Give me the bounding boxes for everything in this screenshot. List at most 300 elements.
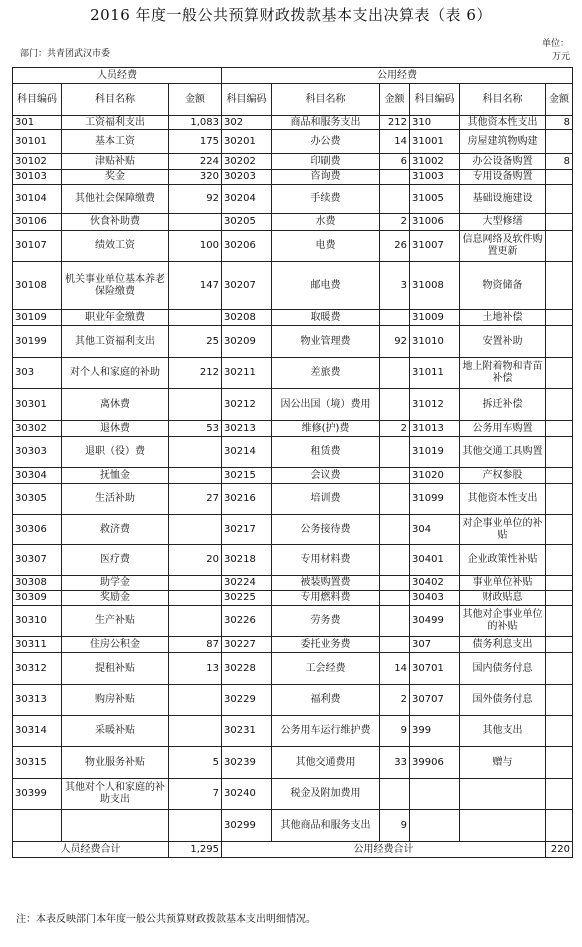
code-cell: 30208 — [222, 310, 272, 326]
amount-cell: 2 — [380, 685, 410, 716]
amount-cell: 5 — [169, 747, 222, 779]
amount-cell: 26 — [380, 231, 410, 262]
amount-cell — [546, 130, 573, 154]
name-cell: 奖金 — [62, 170, 169, 185]
amount-cell: 27 — [169, 484, 222, 515]
name-cell: 安置补助 — [460, 326, 546, 358]
code-cell: 30306 — [13, 515, 62, 545]
table-row — [13, 484, 573, 515]
name-cell: 基础设施建设 — [460, 185, 546, 214]
personnel-section-header: 人员经费 — [13, 68, 222, 84]
code-cell: 30312 — [13, 653, 62, 685]
code-cell: 31002 — [410, 154, 460, 170]
table-row — [13, 358, 573, 389]
code-cell: 30307 — [13, 545, 62, 576]
table-row — [13, 591, 573, 606]
code-cell: 30225 — [222, 591, 272, 606]
amount-cell — [380, 576, 410, 591]
name-cell: 物业管理费 — [272, 326, 380, 358]
amount-cell — [169, 716, 222, 747]
col-header-code: 科目编码 — [222, 84, 272, 116]
col-header-code: 科目编码 — [410, 84, 460, 116]
name-cell: 其他交通费用 — [272, 747, 380, 779]
amount-cell — [380, 515, 410, 545]
name-cell: 其他支出 — [460, 716, 546, 747]
table-row — [13, 576, 573, 591]
name-cell: 专用材料费 — [272, 545, 380, 576]
amount-cell — [546, 515, 573, 545]
name-cell: 产权参股 — [460, 468, 546, 484]
col-header-name: 科目名称 — [62, 84, 169, 116]
name-cell: 取暖费 — [272, 310, 380, 326]
code-cell: 30102 — [13, 154, 62, 170]
name-cell: 财政贴息 — [460, 591, 546, 606]
code-cell: 30108 — [13, 262, 62, 310]
amount-cell — [546, 484, 573, 515]
name-cell: 大型修缮 — [460, 214, 546, 231]
code-cell: 30228 — [222, 653, 272, 685]
col-header-amount: 金额 — [169, 84, 222, 116]
table-row — [13, 810, 573, 842]
name-cell: 购房补贴 — [62, 685, 169, 716]
code-cell: 30399 — [13, 779, 62, 810]
code-cell: 30315 — [13, 747, 62, 779]
name-cell: 信息网络及软件购置更新 — [460, 231, 546, 262]
code-cell: 30104 — [13, 185, 62, 214]
amount-cell: 3 — [380, 262, 410, 310]
code-cell: 31008 — [410, 262, 460, 310]
code-cell: 30313 — [13, 685, 62, 716]
table-row — [13, 515, 573, 545]
code-cell: 30109 — [13, 310, 62, 326]
code-cell: 30211 — [222, 358, 272, 389]
code-cell: 30103 — [13, 170, 62, 185]
expenditure-table — [12, 67, 573, 858]
code-cell: 30239 — [222, 747, 272, 779]
amount-cell — [380, 484, 410, 515]
name-cell: 培训费 — [272, 484, 380, 515]
code-cell: 30203 — [222, 170, 272, 185]
table-row — [13, 716, 573, 747]
name-cell: 津贴补贴 — [62, 154, 169, 170]
amount-cell: 25 — [169, 326, 222, 358]
amount-cell — [169, 310, 222, 326]
name-cell: 土地补偿 — [460, 310, 546, 326]
code-cell: 30301 — [13, 389, 62, 421]
code-cell — [13, 810, 62, 842]
table-row — [13, 185, 573, 214]
name-cell — [460, 779, 546, 810]
code-cell: 30201 — [222, 130, 272, 154]
amount-cell — [380, 779, 410, 810]
code-cell: 31009 — [410, 310, 460, 326]
personnel-total-label: 人员经费合计 — [13, 842, 169, 858]
amount-cell — [546, 326, 573, 358]
amount-cell: 8 — [546, 116, 573, 130]
amount-cell: 33 — [380, 747, 410, 779]
amount-cell — [546, 591, 573, 606]
code-cell: 30499 — [410, 606, 460, 637]
amount-cell — [380, 185, 410, 214]
amount-cell — [380, 591, 410, 606]
table-row — [13, 606, 573, 637]
name-cell: 赠与 — [460, 747, 546, 779]
code-cell — [410, 810, 460, 842]
amount-cell — [380, 437, 410, 468]
amount-cell — [546, 358, 573, 389]
name-cell: 印刷费 — [272, 154, 380, 170]
amount-cell — [380, 606, 410, 637]
table-row — [13, 310, 573, 326]
name-cell: 物业服务补贴 — [62, 747, 169, 779]
code-cell: 30231 — [222, 716, 272, 747]
name-cell: 办公费 — [272, 130, 380, 154]
col-header-name: 科目名称 — [460, 84, 546, 116]
code-cell: 30212 — [222, 389, 272, 421]
code-cell: 30309 — [13, 591, 62, 606]
table-row — [13, 231, 573, 262]
code-cell: 31013 — [410, 421, 460, 437]
code-cell: 30305 — [13, 484, 62, 515]
amount-cell: 224 — [169, 154, 222, 170]
code-cell: 39906 — [410, 747, 460, 779]
name-cell: 租赁费 — [272, 437, 380, 468]
table-row — [13, 468, 573, 484]
amount-cell: 7 — [169, 779, 222, 810]
name-cell: 对个人和家庭的补助 — [62, 358, 169, 389]
amount-cell — [546, 214, 573, 231]
name-cell: 公务接待费 — [272, 515, 380, 545]
name-cell: 房屋建筑物购建 — [460, 130, 546, 154]
code-cell: 31099 — [410, 484, 460, 515]
code-cell: 307 — [410, 637, 460, 653]
amount-cell — [546, 421, 573, 437]
amount-cell — [546, 170, 573, 185]
name-cell: 奖励金 — [62, 591, 169, 606]
table-row — [13, 545, 573, 576]
amount-cell: 92 — [169, 185, 222, 214]
code-cell: 31003 — [410, 170, 460, 185]
amount-cell — [169, 468, 222, 484]
name-cell: 手续费 — [272, 185, 380, 214]
code-cell: 30299 — [222, 810, 272, 842]
table-row — [13, 421, 573, 437]
table-row — [13, 747, 573, 779]
name-cell: 国外债务付息 — [460, 685, 546, 716]
code-cell — [410, 779, 460, 810]
code-cell: 302 — [222, 116, 272, 130]
amount-cell: 92 — [380, 326, 410, 358]
name-cell: 差旅费 — [272, 358, 380, 389]
amount-cell — [546, 231, 573, 262]
amount-cell — [546, 653, 573, 685]
table-row — [13, 637, 573, 653]
name-cell: 其他商品和服务支出 — [272, 810, 380, 842]
name-cell: 提租补贴 — [62, 653, 169, 685]
amount-cell: 212 — [380, 116, 410, 130]
code-cell: 30401 — [410, 545, 460, 576]
amount-cell — [380, 468, 410, 484]
column-header-row — [13, 84, 573, 116]
amount-cell: 212 — [169, 358, 222, 389]
name-cell: 其他对企事业单位的补贴 — [460, 606, 546, 637]
department-label: 部门：共青团武汉市委 — [20, 49, 111, 59]
amount-cell — [546, 685, 573, 716]
amount-cell — [169, 515, 222, 545]
code-cell: 31012 — [410, 389, 460, 421]
name-cell: 其他交通工具购置 — [460, 437, 546, 468]
col-header-name: 科目名称 — [272, 84, 380, 116]
code-cell: 30240 — [222, 779, 272, 810]
code-cell: 30207 — [222, 262, 272, 310]
code-cell: 30107 — [13, 231, 62, 262]
name-cell: 劳务费 — [272, 606, 380, 637]
name-cell: 退职（役）费 — [62, 437, 169, 468]
amount-cell — [169, 685, 222, 716]
code-cell: 30206 — [222, 231, 272, 262]
table-row — [13, 262, 573, 310]
code-cell: 399 — [410, 716, 460, 747]
name-cell: 公务用车运行维护费 — [272, 716, 380, 747]
code-cell: 30204 — [222, 185, 272, 214]
amount-cell — [546, 389, 573, 421]
table-row — [13, 116, 573, 130]
code-cell: 30402 — [410, 576, 460, 591]
code-cell: 30215 — [222, 468, 272, 484]
code-cell: 31001 — [410, 130, 460, 154]
code-cell: 30310 — [13, 606, 62, 637]
amount-cell — [380, 545, 410, 576]
code-cell: 301 — [13, 116, 62, 130]
amount-cell: 8 — [546, 154, 573, 170]
name-cell: 工会经费 — [272, 653, 380, 685]
name-cell: 其他资本性支出 — [460, 116, 546, 130]
totals-row — [13, 842, 573, 858]
amount-cell: 20 — [169, 545, 222, 576]
section-header-row — [13, 68, 573, 84]
code-cell: 30311 — [13, 637, 62, 653]
name-cell: 伙食补助费 — [62, 214, 169, 231]
table-row — [13, 326, 573, 358]
table-row — [13, 389, 573, 421]
code-cell: 30701 — [410, 653, 460, 685]
amount-cell — [169, 389, 222, 421]
amount-cell: 175 — [169, 130, 222, 154]
code-cell: 30214 — [222, 437, 272, 468]
name-cell: 被装购置费 — [272, 576, 380, 591]
name-cell: 事业单位补贴 — [460, 576, 546, 591]
name-cell: 助学金 — [62, 576, 169, 591]
amount-cell: 53 — [169, 421, 222, 437]
code-cell: 30304 — [13, 468, 62, 484]
table-row — [13, 779, 573, 810]
name-cell: 咨询费 — [272, 170, 380, 185]
name-cell: 其他资本性支出 — [460, 484, 546, 515]
code-cell: 30106 — [13, 214, 62, 231]
code-cell: 30303 — [13, 437, 62, 468]
code-cell: 31020 — [410, 468, 460, 484]
footnote: 注：本表反映部门本年度一般公共预算财政拨款基本支出明细情况。 — [16, 914, 316, 925]
code-cell: 310 — [410, 116, 460, 130]
amount-cell: 13 — [169, 653, 222, 685]
amount-cell — [380, 170, 410, 185]
table-row — [13, 170, 573, 185]
name-cell: 采暖补贴 — [62, 716, 169, 747]
amount-cell — [546, 747, 573, 779]
code-cell: 30308 — [13, 576, 62, 591]
amount-cell: 1,083 — [169, 116, 222, 130]
code-cell: 30205 — [222, 214, 272, 231]
name-cell: 其他工资福利支出 — [62, 326, 169, 358]
public-total-amount: 220 — [546, 842, 573, 858]
name-cell: 因公出国（境）费用 — [272, 389, 380, 421]
name-cell: 对企事业单位的补贴 — [460, 515, 546, 545]
name-cell: 其他社会保障缴费 — [62, 185, 169, 214]
table-row — [13, 214, 573, 231]
code-cell: 30217 — [222, 515, 272, 545]
amount-cell — [546, 437, 573, 468]
name-cell: 水费 — [272, 214, 380, 231]
code-cell: 30202 — [222, 154, 272, 170]
name-cell: 机关事业单位基本养老保险缴费 — [62, 262, 169, 310]
code-cell: 30216 — [222, 484, 272, 515]
amount-cell: 320 — [169, 170, 222, 185]
unit-label-line2: 万元 — [551, 52, 570, 62]
col-header-amount: 金额 — [380, 84, 410, 116]
code-cell: 30229 — [222, 685, 272, 716]
code-cell: 30314 — [13, 716, 62, 747]
name-cell: 商品和服务支出 — [272, 116, 380, 130]
code-cell: 304 — [410, 515, 460, 545]
amount-cell — [546, 779, 573, 810]
name-cell: 离休费 — [62, 389, 169, 421]
amount-cell — [380, 358, 410, 389]
amount-cell — [380, 310, 410, 326]
name-cell: 职业年金缴费 — [62, 310, 169, 326]
code-cell: 30227 — [222, 637, 272, 653]
public-total-label: 公用经费合计 — [222, 842, 546, 858]
name-cell: 福利费 — [272, 685, 380, 716]
code-cell: 31019 — [410, 437, 460, 468]
code-cell: 31005 — [410, 185, 460, 214]
amount-cell: 14 — [380, 653, 410, 685]
code-cell: 303 — [13, 358, 62, 389]
amount-cell: 9 — [380, 716, 410, 747]
name-cell: 国内债务付息 — [460, 653, 546, 685]
amount-cell — [546, 262, 573, 310]
amount-cell — [380, 637, 410, 653]
personnel-total-amount: 1,295 — [169, 842, 222, 858]
name-cell: 电费 — [272, 231, 380, 262]
amount-cell: 6 — [380, 154, 410, 170]
code-cell: 30209 — [222, 326, 272, 358]
amount-cell — [169, 214, 222, 231]
col-header-amount: 金额 — [546, 84, 573, 116]
amount-cell: 87 — [169, 637, 222, 653]
name-cell: 债务利息支出 — [460, 637, 546, 653]
amount-cell — [546, 468, 573, 484]
amount-cell — [546, 716, 573, 747]
code-cell: 30403 — [410, 591, 460, 606]
name-cell: 公务用车购置 — [460, 421, 546, 437]
name-cell — [62, 810, 169, 842]
col-header-code: 科目编码 — [13, 84, 62, 116]
name-cell: 工资福利支出 — [62, 116, 169, 130]
amount-cell — [169, 576, 222, 591]
name-cell: 退休费 — [62, 421, 169, 437]
name-cell: 绩效工资 — [62, 231, 169, 262]
code-cell: 31007 — [410, 231, 460, 262]
table-row — [13, 154, 573, 170]
table-row — [13, 437, 573, 468]
code-cell: 30226 — [222, 606, 272, 637]
name-cell: 专用设备购置 — [460, 170, 546, 185]
code-cell: 30302 — [13, 421, 62, 437]
code-cell: 30218 — [222, 545, 272, 576]
table-row — [13, 685, 573, 716]
name-cell: 专用燃料费 — [272, 591, 380, 606]
amount-cell — [546, 310, 573, 326]
code-cell: 31010 — [410, 326, 460, 358]
code-cell: 30101 — [13, 130, 62, 154]
name-cell: 基本工资 — [62, 130, 169, 154]
name-cell: 生产补贴 — [62, 606, 169, 637]
name-cell: 拆迁补偿 — [460, 389, 546, 421]
amount-cell: 14 — [380, 130, 410, 154]
table-row — [13, 653, 573, 685]
code-cell: 30707 — [410, 685, 460, 716]
amount-cell — [546, 606, 573, 637]
amount-cell: 9 — [380, 810, 410, 842]
public-section-header: 公用经费 — [222, 68, 573, 84]
name-cell: 医疗费 — [62, 545, 169, 576]
name-cell: 地上附着物和青苗补偿 — [460, 358, 546, 389]
name-cell: 住房公积金 — [62, 637, 169, 653]
amount-cell — [169, 606, 222, 637]
code-cell: 30213 — [222, 421, 272, 437]
amount-cell — [169, 810, 222, 842]
amount-cell — [546, 637, 573, 653]
amount-cell — [546, 185, 573, 214]
amount-cell — [546, 810, 573, 842]
name-cell: 邮电费 — [272, 262, 380, 310]
name-cell: 会议费 — [272, 468, 380, 484]
name-cell: 税金及附加费用 — [272, 779, 380, 810]
amount-cell — [546, 576, 573, 591]
unit-label — [542, 38, 570, 64]
name-cell: 抚恤金 — [62, 468, 169, 484]
name-cell: 生活补助 — [62, 484, 169, 515]
amount-cell — [169, 437, 222, 468]
name-cell: 救济费 — [62, 515, 169, 545]
amount-cell — [546, 545, 573, 576]
code-cell: 31006 — [410, 214, 460, 231]
amount-cell: 2 — [380, 421, 410, 437]
name-cell: 企业政策性补贴 — [460, 545, 546, 576]
page-title: 2016 年度一般公共预算财政拨款基本支出决算表（表 6） — [90, 6, 492, 24]
amount-cell — [169, 591, 222, 606]
name-cell: 物资储备 — [460, 262, 546, 310]
code-cell: 30224 — [222, 576, 272, 591]
unit-label-line1: 单位： — [541, 39, 569, 49]
amount-cell — [380, 389, 410, 421]
amount-cell: 100 — [169, 231, 222, 262]
name-cell: 维修(护)费 — [272, 421, 380, 437]
code-cell: 31011 — [410, 358, 460, 389]
name-cell: 办公设备购置 — [460, 154, 546, 170]
table-row — [13, 130, 573, 154]
amount-cell: 147 — [169, 262, 222, 310]
